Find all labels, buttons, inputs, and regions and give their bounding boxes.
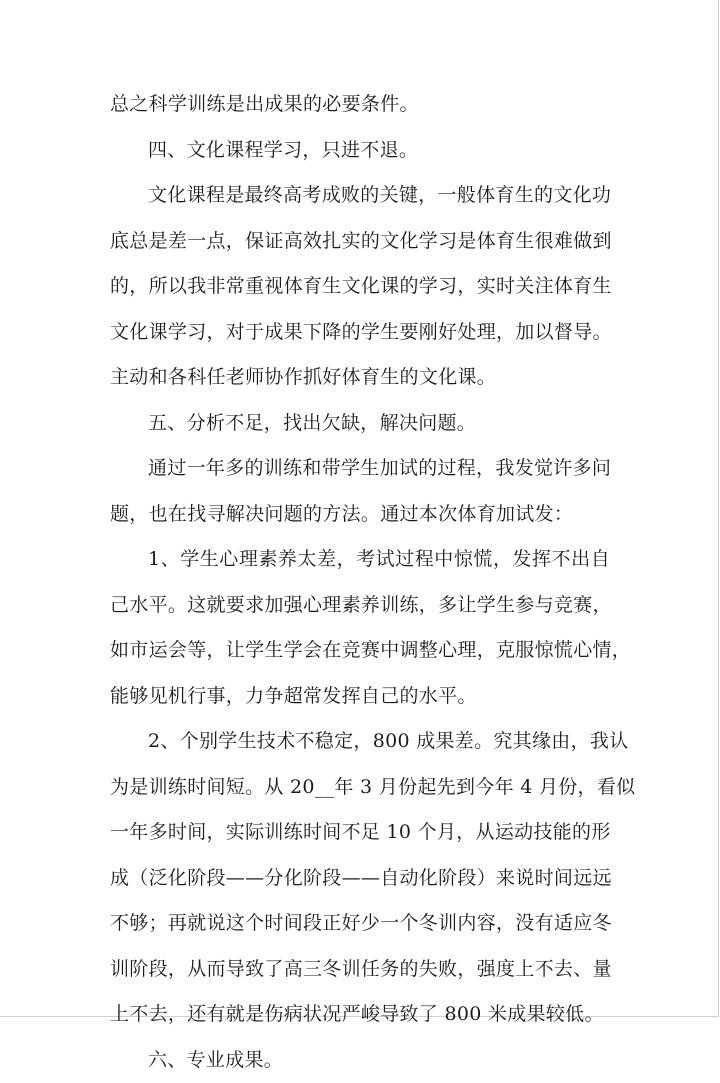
text-line: 主动和各科任老师协作抓好体育生的文化课。 bbox=[110, 355, 610, 401]
section-heading: 四、文化课程学习，只进不退。 bbox=[110, 128, 610, 174]
text-line: 文化课程是最终高考成败的关键，一般体育生的文化功 bbox=[110, 173, 610, 219]
text-line: 文化课学习，对于成果下降的学生要刚好处理，加以督导。 bbox=[110, 310, 610, 356]
text-line: 通过一年多的训练和带学生加试的过程，我发觉许多问 bbox=[110, 446, 610, 492]
text-line: 一年多时间，实际训练时间不足 10 个月，从运动技能的形 bbox=[110, 810, 610, 856]
text-line: 成（泛化阶段——分化阶段——自动化阶段）来说时间远远 bbox=[110, 856, 610, 902]
text-line: 上不去，还有就是伤病状况严峻导致了 800 米成果较低。 bbox=[110, 992, 610, 1038]
text-line: 总之科学训练是出成果的必要条件。 bbox=[110, 82, 610, 128]
text-line: 能够见机行事，力争超常发挥自己的水平。 bbox=[110, 674, 610, 720]
text-line: 题，也在找寻解决问题的方法。通过本次体育加试发： bbox=[110, 492, 610, 538]
section-heading: 六、专业成果。 bbox=[110, 1038, 610, 1083]
list-item: 2、个别学生技术不稳定，800 成果差。究其缘由，我认 bbox=[110, 719, 610, 765]
text-line: 不够；再就说这个时间段正好少一个冬训内容，没有适应冬 bbox=[110, 901, 610, 947]
text-line: 己水平。这就要求加强心理素养训练，多让学生参与竞赛， bbox=[110, 583, 610, 629]
section-heading: 五、分析不足，找出欠缺，解决问题。 bbox=[110, 401, 610, 447]
text-line: 的，所以我非常重视体育生文化课的学习，实时关注体育生 bbox=[110, 264, 610, 310]
text-line: 为是训练时间短。从 20__年 3 月份起先到今年 4 月份，看似 bbox=[110, 765, 610, 811]
list-item: 1、学生心理素养太差，考试过程中惊慌，发挥不出自 bbox=[110, 537, 610, 583]
text-line: 底总是差一点，保证高效扎实的文化学习是体育生很难做到 bbox=[110, 219, 610, 265]
text-line: 训阶段，从而导致了高三冬训任务的失败，强度上不去、量 bbox=[110, 947, 610, 993]
text-line: 如市运会等，让学生学会在竞赛中调整心理，克服惊慌心情， bbox=[110, 628, 610, 674]
document-body bbox=[110, 82, 610, 1083]
